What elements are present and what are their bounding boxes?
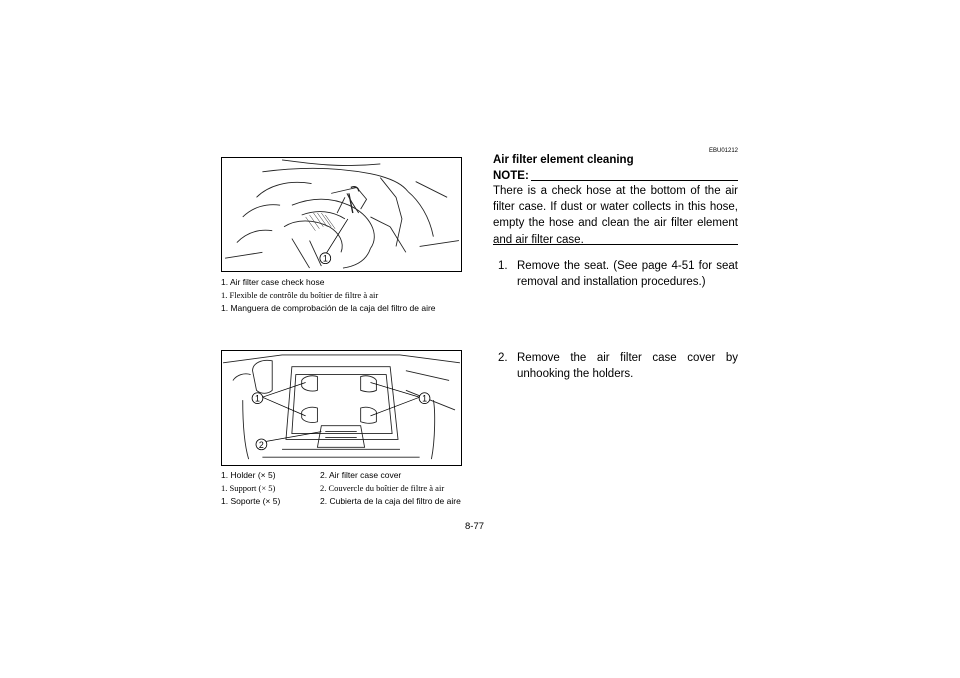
callout-1-left: 1 bbox=[255, 393, 260, 404]
caption-en: 1. Air filter case check hose bbox=[221, 277, 325, 287]
note-heading bbox=[493, 170, 738, 184]
callout-1: 1 bbox=[322, 253, 328, 264]
caption-col2-es: 2. Cubierta de la caja del filtro de aire bbox=[320, 496, 461, 506]
step-1-number: 1. bbox=[498, 260, 508, 272]
section-title: Air filter element cleaning bbox=[493, 154, 634, 166]
step-2-number: 2. bbox=[498, 352, 508, 364]
callout-2: 2 bbox=[258, 439, 264, 450]
note-divider bbox=[531, 180, 738, 181]
check-hose-illustration bbox=[222, 158, 461, 271]
step-2 bbox=[498, 350, 738, 382]
caption-es: 1. Manguera de comprobación de la caja del filtro de aire bbox=[221, 303, 436, 313]
note-label: NOTE: bbox=[493, 170, 529, 182]
step-1 bbox=[498, 258, 738, 290]
caption-col1-es: 1. Soporte (× 5) bbox=[221, 496, 281, 506]
caption-fr: 1. Flexible de contrôle du boîtier de filtre à air bbox=[221, 290, 379, 300]
caption-col2-fr: 2. Couvercle du boîtier de filtre à air bbox=[320, 483, 445, 493]
caption-col1-en: 1. Holder (× 5) bbox=[221, 470, 276, 480]
note-text: There is a check hose at the bottom of the air filter case. If dust or water collects in this hose, empty the hose and clean the air filter element and air filter case. bbox=[493, 185, 738, 246]
section-code: EBU01212 bbox=[709, 148, 739, 154]
case-cover-illustration bbox=[222, 351, 461, 465]
note-end-divider bbox=[493, 244, 738, 245]
figure-air-filter-check-hose bbox=[221, 157, 462, 272]
caption-col1-fr: 1. Support (× 5) bbox=[221, 483, 276, 493]
caption-col2-en: 2. Air filter case cover bbox=[320, 470, 402, 480]
step-2-text: Remove the air filter case cover by unhooking the holders. bbox=[517, 352, 738, 381]
page-number: 8-77 bbox=[465, 521, 485, 532]
step-1-text: Remove the seat. (See page 4-51 for seat removal and installation procedures.) bbox=[517, 260, 738, 289]
callout-1-right: 1 bbox=[422, 393, 428, 404]
figure-air-filter-case-cover bbox=[221, 350, 462, 466]
